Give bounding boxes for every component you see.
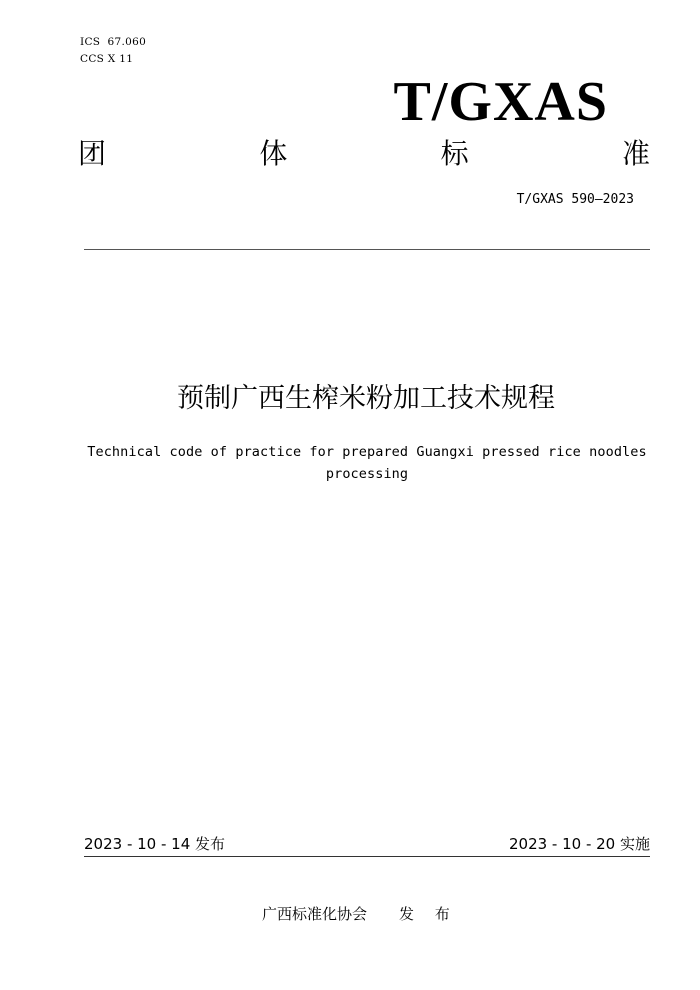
document-title-english xyxy=(84,441,650,485)
ics-code: ICS 67.060 xyxy=(80,36,147,48)
publisher-action: 发 布 xyxy=(399,905,458,923)
group-standard-heading xyxy=(78,134,650,174)
publisher-line xyxy=(262,904,458,924)
english-title-line: processing xyxy=(325,466,409,482)
english-title-line: Technical code of practice for prepared Guangxi pressed rice noodles xyxy=(87,444,647,460)
group-standard-char: 准 xyxy=(621,137,650,170)
publish-date: 2023 - 10 - 14 发布 xyxy=(84,835,226,853)
standard-brand-logo: T/GXAS xyxy=(393,71,608,133)
group-standard-char: 体 xyxy=(259,137,288,170)
group-standard-char: 标 xyxy=(440,137,469,170)
footer-divider xyxy=(84,856,650,857)
standard-number: T/GXAS 590—2023 xyxy=(516,192,634,207)
classification-codes xyxy=(80,34,146,68)
implementation-date: 2023 - 10 - 20 实施 xyxy=(508,835,650,853)
dates-row xyxy=(84,834,650,854)
document-title-chinese: 预制广西生榨米粉加工技术规程 xyxy=(177,383,555,414)
publisher-name: 广西标准化协会 xyxy=(262,905,368,923)
header-divider xyxy=(84,249,650,250)
group-standard-char: 团 xyxy=(78,137,107,170)
ccs-code: CCS X 11 xyxy=(80,53,134,65)
